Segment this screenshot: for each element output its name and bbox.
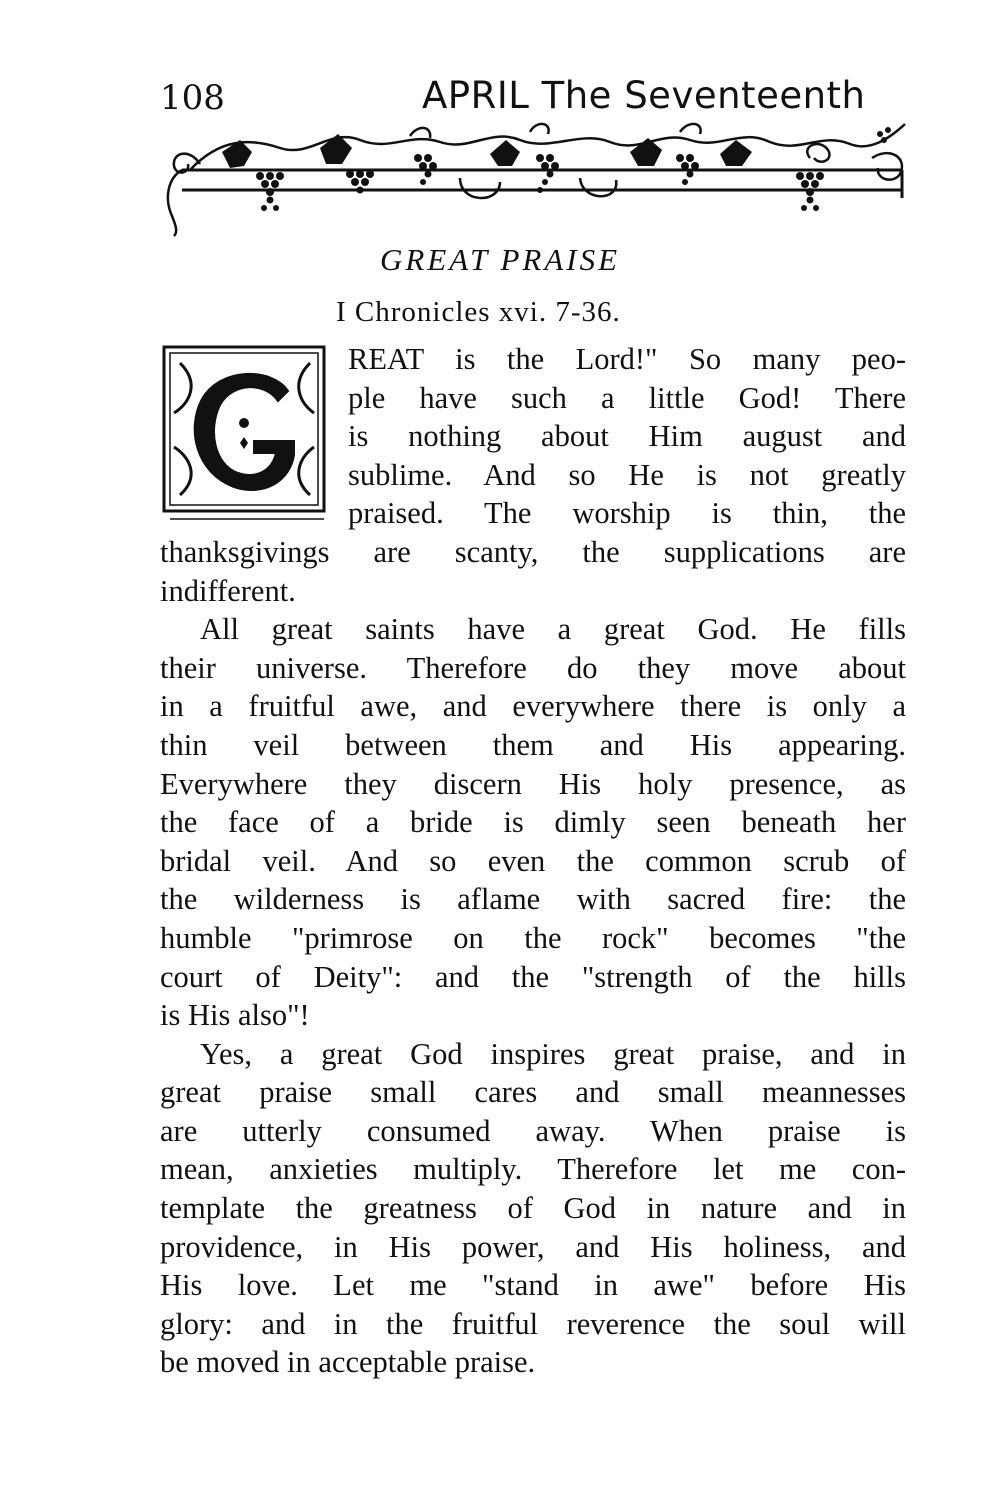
body-text xyxy=(160,340,906,1382)
page-header-title: APRIL The Seventeenth xyxy=(422,74,866,117)
text-line: in a fruitful awe, and everywhere there is only a xyxy=(160,689,906,724)
text-line: indifferent. xyxy=(160,573,296,608)
text-line: Everywhere they discern His holy presence, as xyxy=(160,766,906,801)
text-line: All great saints have a great God. He fills xyxy=(200,612,906,647)
text-line: template the greatness of God in nature and in xyxy=(160,1191,906,1226)
text-line: the wilderness is aflame with sacred fire: the xyxy=(160,882,906,917)
text-line: is His also"! xyxy=(160,998,310,1033)
text-line: praised. The worship is thin, the xyxy=(348,496,906,531)
text-line: ple have such a little God! There xyxy=(348,380,906,415)
text-line: Yes, a great God inspires great praise, and in xyxy=(200,1036,906,1071)
text-line: mean, anxieties multiply. Therefore let me con- xyxy=(160,1152,906,1187)
page-number: 108 xyxy=(160,78,225,118)
grapevine-ornament-icon xyxy=(160,118,920,238)
text-line: is nothing about Him august and xyxy=(348,419,906,454)
scripture-reference: I Chronicles xvi. 7-36. xyxy=(336,296,621,328)
text-line: providence, in His power, and His holiness, and xyxy=(160,1229,906,1264)
text-line: humble "primrose on the rock" becomes "the xyxy=(160,920,906,955)
text-line: are utterly consumed away. When praise is xyxy=(160,1113,906,1148)
reading-title: GREAT PRAISE xyxy=(379,242,621,277)
text-line: court of Deity": and the "strength of the hills xyxy=(160,959,906,994)
text-line: His love. Let me "stand in awe" before His xyxy=(160,1268,906,1303)
text-line: bridal veil. And so even the common scrub of xyxy=(160,843,906,878)
text-line: thanksgivings are scanty, the supplications are xyxy=(160,534,906,569)
text-line: thin veil between them and His appearing. xyxy=(160,727,906,762)
text-line: glory: and in the fruitful reverence the soul will xyxy=(160,1306,906,1341)
text-line: great praise small cares and small meannesses xyxy=(160,1075,906,1110)
text-line: REAT is the Lord!" So many peo- xyxy=(348,342,906,376)
text-line: sublime. And so He is not greatly xyxy=(348,457,906,492)
text-line: their universe. Therefore do they move about xyxy=(160,650,906,685)
text-line: the face of a bride is dimly seen beneath her xyxy=(160,805,906,840)
text-line: be moved in acceptable praise. xyxy=(160,1345,536,1380)
